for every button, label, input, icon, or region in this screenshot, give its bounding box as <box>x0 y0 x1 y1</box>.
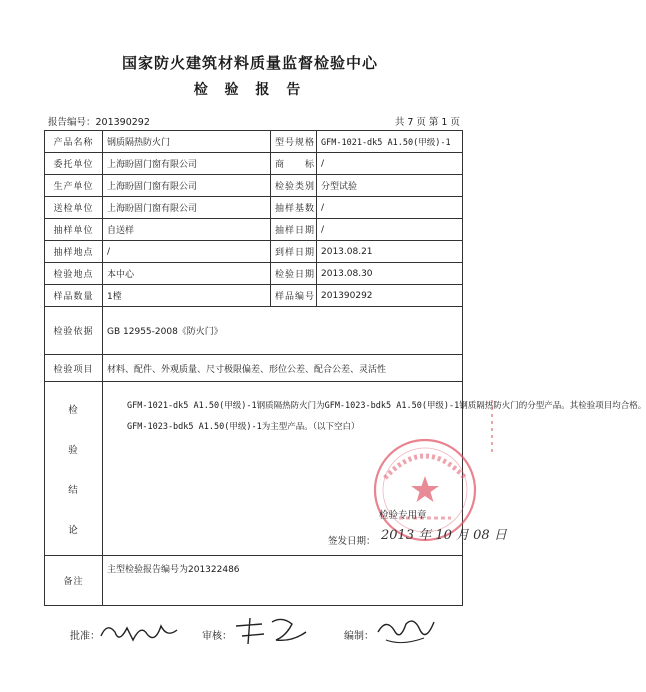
conclusion-label-char: 验 <box>68 444 79 456</box>
sample-no-label: 样品编号 <box>271 285 317 307</box>
model-label: 型号规格 <box>271 131 317 153</box>
approver-signature <box>97 614 187 648</box>
conclusion-para-1: GFM-1021-dk5 A1.50(甲级)-1钢质隔热防火门为GFM-1023-bdk5 A1.50(甲级)-1钢质隔热防火门的分型产品。其检验项目均合格。 <box>127 401 646 411</box>
test-date-value: 2013.08.30 <box>317 263 463 285</box>
test-place-label: 检验地点 <box>45 263 103 285</box>
sampling-base-label: 抽样基数 <box>271 197 317 219</box>
table-row <box>45 307 463 355</box>
sign-date-value: 2013 年 10 月 08 日 <box>381 528 507 543</box>
sampling-base-value: / <box>317 197 463 219</box>
test-place-value: 本中心 <box>103 263 271 285</box>
sampling-place-value: / <box>103 241 271 263</box>
table-row <box>45 241 463 263</box>
conclusion-para-2: GFM-1023-bdk5 A1.50(甲级)-1为主型产品。（以下空白） <box>127 422 360 432</box>
product-name-value: 钢质隔热防火门 <box>103 131 271 153</box>
table-row <box>45 285 463 307</box>
basis-value: GB 12955-2008《防火门》 <box>103 307 463 355</box>
sampling-date-label: 抽样日期 <box>271 219 317 241</box>
report-subtitle: 检 验 报 告 <box>193 82 307 98</box>
report-table <box>44 130 646 606</box>
brand-value: / <box>317 153 463 175</box>
brand-label: 商 标 <box>271 153 317 175</box>
producer-label: 生产单位 <box>45 175 103 197</box>
remark-label: 备注 <box>45 556 103 606</box>
sampler-label: 抽样单位 <box>45 219 103 241</box>
sampling-place-label: 抽样地点 <box>45 241 103 263</box>
sample-qty-value: 1樘 <box>103 285 271 307</box>
table-row <box>45 153 463 175</box>
sample-qty-label: 样品数量 <box>45 285 103 307</box>
approve-label: 批准： <box>70 631 100 642</box>
product-name-label: 产品名称 <box>45 131 103 153</box>
seal-label: 检验专用章 <box>379 510 427 521</box>
conclusion-label-char: 检 <box>68 404 79 416</box>
model-value: GFM-1021-dk5 A1.50(甲级)-1 <box>317 131 463 153</box>
sign-date-label: 签发日期： <box>328 536 376 547</box>
remark-value: 主型检验报告编号为201322486 <box>103 556 463 606</box>
items-label: 检验项目 <box>45 355 103 382</box>
table-row <box>45 382 463 556</box>
test-type-label: 检验类别 <box>271 175 317 197</box>
compiler-signature <box>372 612 442 648</box>
test-type-value: 分型试验 <box>317 175 463 197</box>
conclusion-label <box>45 382 103 556</box>
review-label: 审核： <box>202 631 232 642</box>
table-row <box>45 175 463 197</box>
sender-value: 上海盼固门窗有限公司 <box>103 197 271 219</box>
table-row <box>45 355 463 382</box>
sender-label: 送检单位 <box>45 197 103 219</box>
reviewer-signature <box>232 612 312 648</box>
page-edge-seal-mark <box>486 398 498 458</box>
basis-label: 检验依据 <box>45 307 103 355</box>
report-number: 报告编号：201390292 <box>48 117 150 128</box>
conclusion-label-char: 结 <box>68 484 79 496</box>
table-row <box>45 197 463 219</box>
table-row <box>45 219 463 241</box>
table-row <box>45 131 463 153</box>
table-row <box>45 556 463 606</box>
arrival-date-value: 2013.08.21 <box>317 241 463 263</box>
client-value: 上海盼固门窗有限公司 <box>103 153 271 175</box>
conclusion-cell <box>103 382 646 556</box>
arrival-date-label: 到样日期 <box>271 241 317 263</box>
compile-label: 编制： <box>344 631 374 642</box>
table-row <box>45 263 463 285</box>
page-info: 共 7 页 第 1 页 <box>394 117 460 128</box>
sampling-date-value: / <box>317 219 463 241</box>
conclusion-label-char: 论 <box>68 524 79 536</box>
sample-no-value: 201390292 <box>317 285 463 307</box>
producer-value: 上海盼固门窗有限公司 <box>103 175 271 197</box>
sampler-value: 自送样 <box>103 219 271 241</box>
conclusion-text <box>113 396 646 438</box>
items-value: 材料、配件、外观质量、尺寸极限偏差、形位公差、配合公差、灵活性 <box>103 355 463 382</box>
test-date-label: 检验日期 <box>271 263 317 285</box>
client-label: 委托单位 <box>45 153 103 175</box>
center-title: 国家防火建筑材料质量监督检验中心 <box>121 54 378 72</box>
